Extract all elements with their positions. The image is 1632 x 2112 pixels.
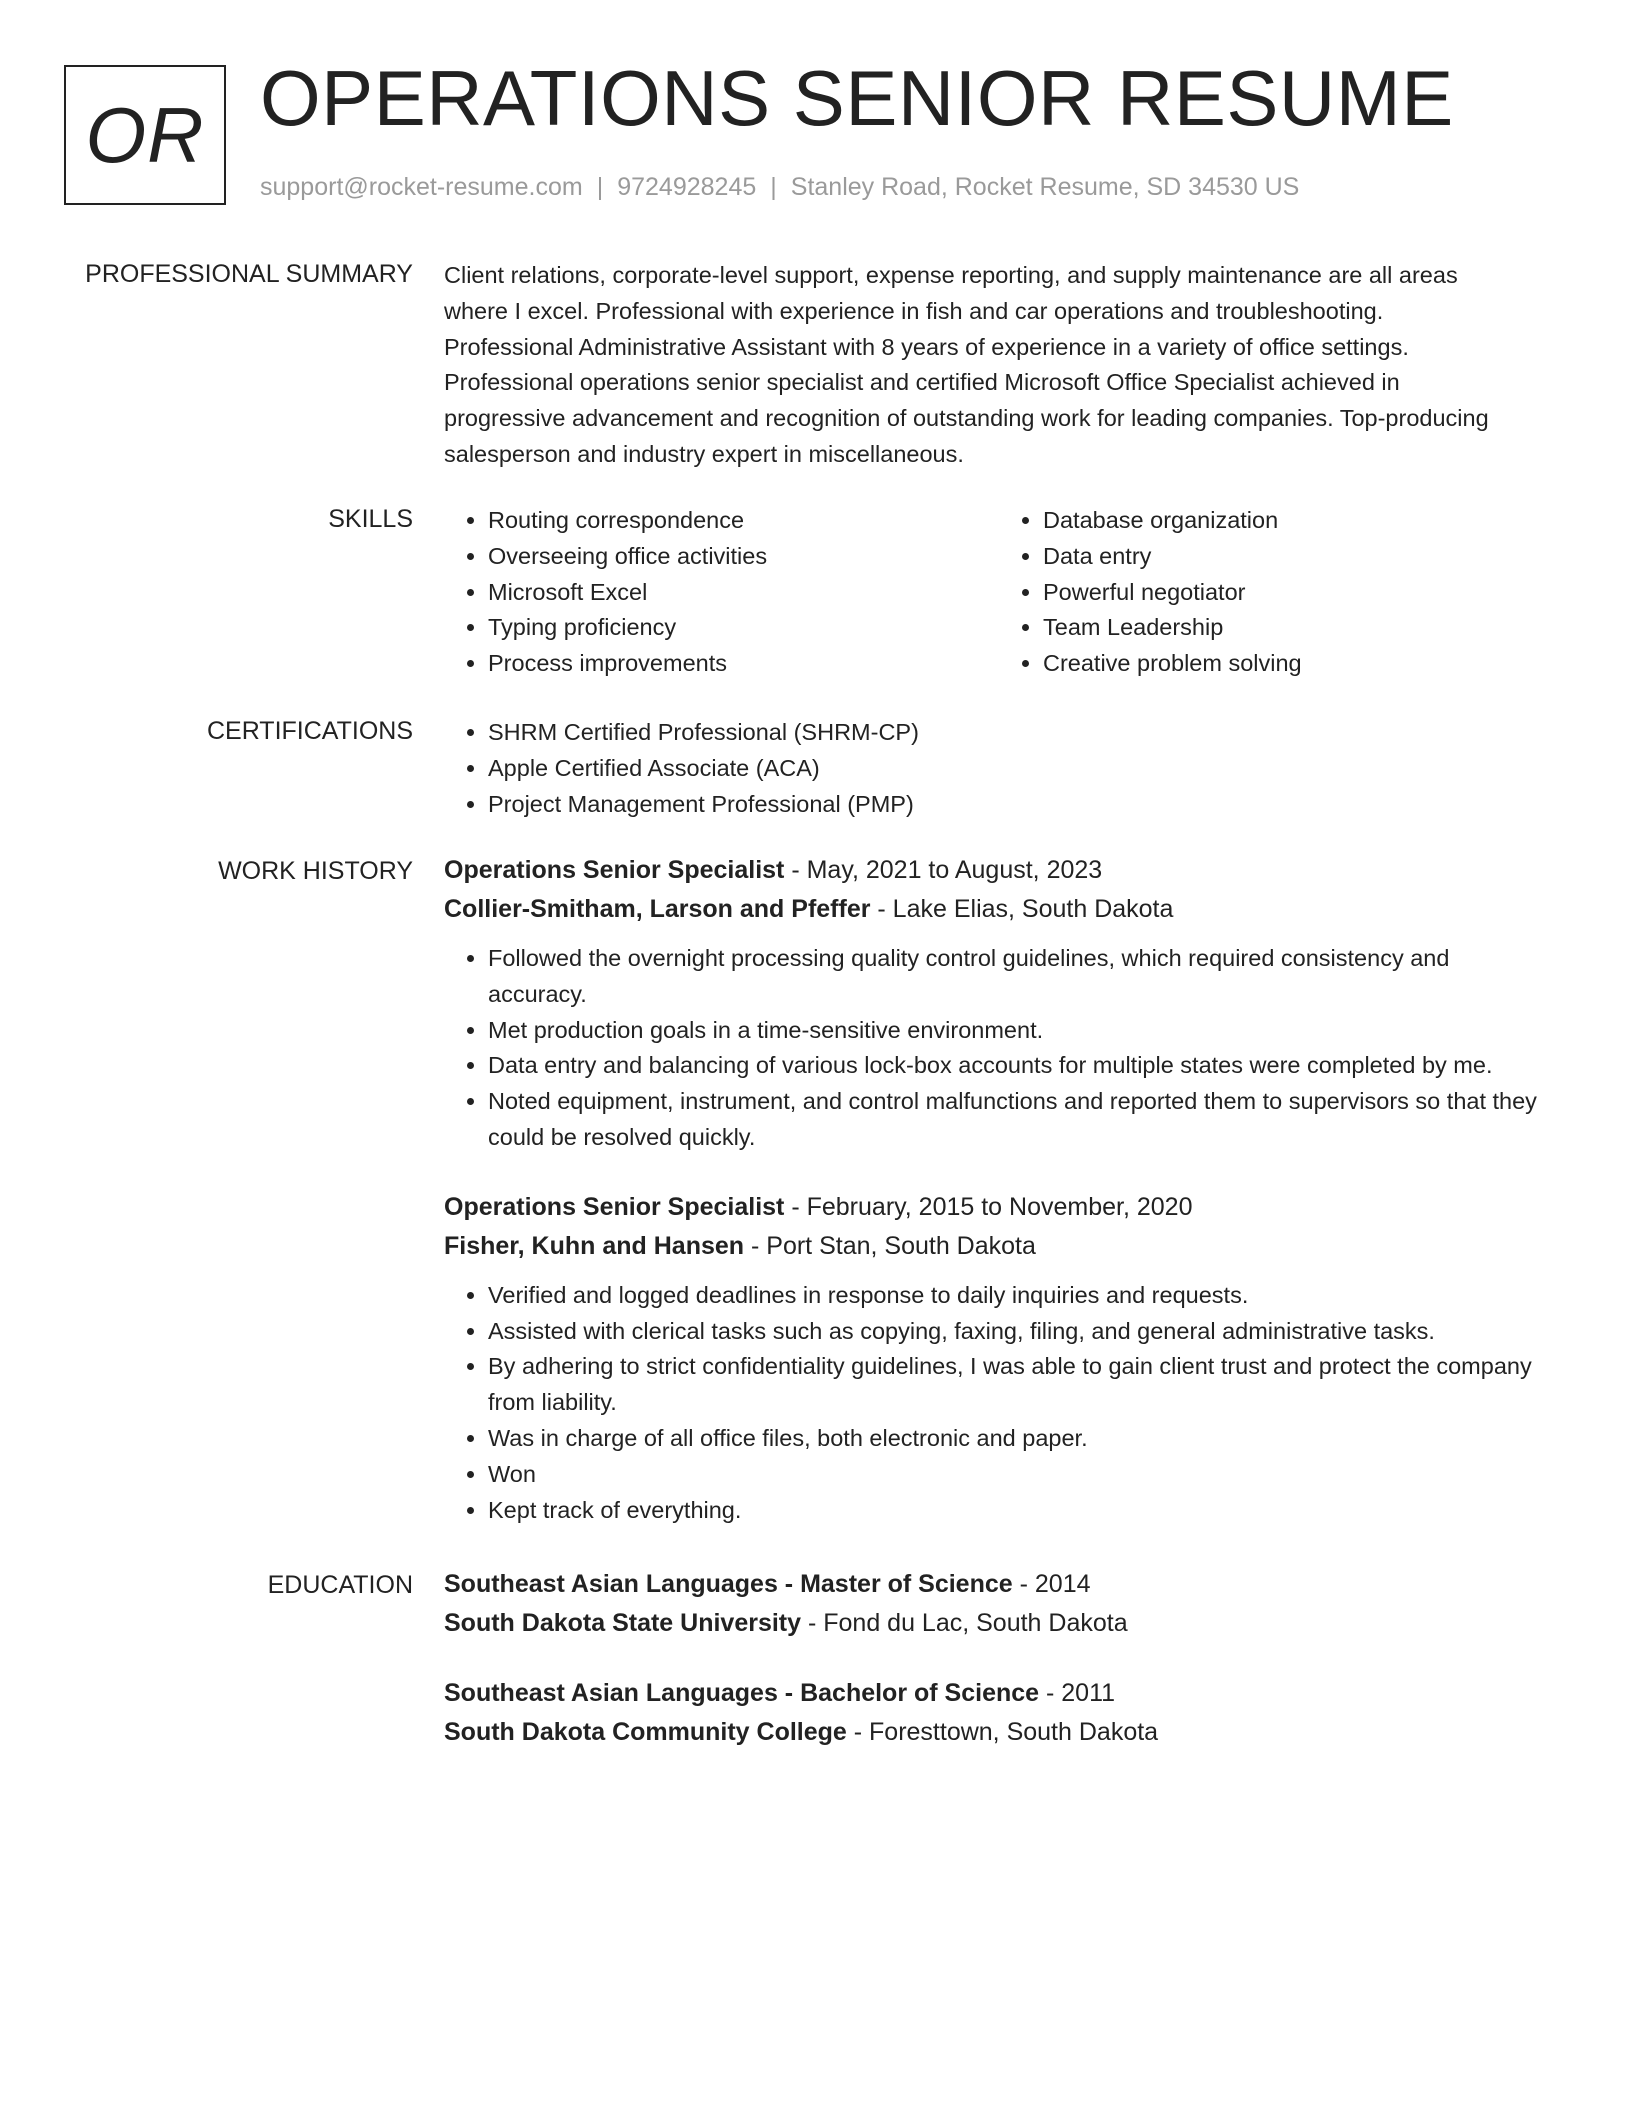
summary-line: Professional Administrative Assistant with 8 years of experience in a variety of office settings. [444, 333, 1409, 360]
contact-address: Stanley Road, Rocket Resume, SD 34530 US [790, 173, 1300, 201]
skills-list-right [999, 503, 1554, 682]
skill-item: • Process improvements [488, 646, 999, 682]
education-year: - 2014 [1012, 1570, 1091, 1598]
job-bullet: • Verified and logged deadlines in response to daily inquiries and requests. [488, 1278, 1554, 1314]
skill-item: • Database organization [1043, 503, 1554, 539]
job-title-line [444, 1188, 1554, 1227]
education-location: - Foresttown, South Dakota [846, 1718, 1159, 1746]
job-entry [444, 851, 1554, 1156]
education-degree: Southeast Asian Languages - Master of Science [444, 1570, 1013, 1598]
job-company: Collier-Smitham, Larson and Pfeffer [444, 895, 871, 923]
contact-email: support@rocket-resume.com [260, 173, 583, 201]
skill-item: • Powerful negotiator [1043, 575, 1554, 611]
skill-item: • Routing correspondence [488, 503, 999, 539]
work-history-label: WORK HISTORY [218, 857, 413, 885]
summary-body [444, 258, 1554, 473]
monogram-box [64, 65, 226, 205]
certification-item: • Apple Certified Associate (ACA) [488, 751, 1554, 787]
education-entry [444, 1674, 1554, 1752]
education-school: South Dakota State University [444, 1609, 802, 1637]
job-entry [444, 1188, 1554, 1529]
contact-line [260, 173, 1299, 202]
job-dates: - February, 2015 to November, 2020 [784, 1192, 1193, 1221]
summary-line: Professional operations senior specialist and certified Microsoft Office Specialist achieved in [444, 369, 1400, 396]
contact-separator: | [770, 173, 777, 201]
job-location: - Lake Elias, South Dakota [870, 895, 1174, 923]
education-degree-line [444, 1565, 1554, 1604]
skills-columns [444, 503, 1554, 682]
skill-item: • Creative problem solving [1043, 646, 1554, 682]
job-bullet: • Won [488, 1457, 1554, 1493]
summary-line: progressive advancement and recognition of outstanding work for leading companies. Top-producing [444, 405, 1489, 432]
job-location: - Port Stan, South Dakota [744, 1231, 1036, 1260]
monogram-initials: OR [85, 90, 205, 179]
skill-item: • Data entry [1043, 539, 1554, 575]
job-bullets [444, 941, 1554, 1156]
education-label: EDUCATION [267, 1571, 413, 1599]
job-bullet: • Assisted with clerical tasks such as copying, faxing, filing, and general administrative tasks. [488, 1314, 1554, 1350]
certification-item: • Project Management Professional (PMP) [488, 787, 1554, 823]
education-degree: Southeast Asian Languages - Bachelor of Science [444, 1679, 1040, 1707]
job-bullet: • Was in charge of all office files, both electronic and paper. [488, 1421, 1554, 1457]
skills-list-left [444, 503, 999, 682]
skills-label: SKILLS [328, 505, 413, 533]
education-school: South Dakota Community College [444, 1718, 847, 1746]
summary-line: salesperson and industry expert in miscellaneous. [444, 440, 964, 467]
resume-title: OPERATIONS SENIOR RESUME [260, 54, 1454, 142]
education-year: - 2011 [1039, 1679, 1116, 1707]
job-bullet: • Data entry and balancing of various lock-box accounts for multiple states were completed by me. [488, 1048, 1554, 1084]
certification-item: • SHRM Certified Professional (SHRM-CP) [488, 715, 1554, 751]
job-bullet: • Followed the overnight processing quality control guidelines, which required consistency and accuracy. [488, 941, 1554, 1013]
summary-label: PROFESSIONAL SUMMARY [85, 260, 413, 288]
summary-text [444, 258, 1554, 473]
job-dates: - May, 2021 to August, 2023 [784, 856, 1103, 884]
job-company-line [444, 1227, 1554, 1266]
job-bullet: • Noted equipment, instrument, and control malfunctions and reported them to supervisors so that they could be resolved quickly. [488, 1084, 1554, 1156]
contact-separator: | [596, 173, 604, 201]
certifications-label: CERTIFICATIONS [206, 717, 413, 745]
skills-body [444, 503, 1554, 682]
job-bullet: • By adhering to strict confidentiality guidelines, I was able to gain client trust and protect the company from liability. [488, 1349, 1554, 1421]
education-location: - Fond du Lac, South Dakota [801, 1609, 1128, 1637]
certifications-body [444, 715, 1554, 822]
summary-line: where I excel. Professional with experience in fish and car operations and troubleshooting. [444, 297, 1384, 324]
work-history-body [444, 851, 1554, 1528]
skill-item: • Team Leadership [1043, 610, 1554, 646]
certifications-list [444, 715, 1554, 822]
job-company-line [444, 890, 1554, 929]
skill-item: • Typing proficiency [488, 610, 999, 646]
job-bullets [444, 1278, 1554, 1529]
job-title: Operations Senior Specialist [444, 856, 785, 884]
job-bullet: • Met production goals in a time-sensitive environment. [488, 1013, 1554, 1049]
job-title-line [444, 851, 1554, 890]
education-school-line [444, 1713, 1554, 1752]
job-title: Operations Senior Specialist [444, 1192, 785, 1221]
skill-item: • Overseeing office activities [488, 539, 999, 575]
job-bullet: • Kept track of everything. [488, 1493, 1554, 1529]
contact-phone: 9724928245 [617, 173, 757, 201]
education-degree-line [444, 1674, 1554, 1713]
education-body [444, 1565, 1554, 1752]
education-entry [444, 1565, 1554, 1643]
skill-item: • Microsoft Excel [488, 575, 999, 611]
summary-line: Client relations, corporate-level support, expense reporting, and supply maintenance are all areas [444, 262, 1458, 288]
education-school-line [444, 1604, 1554, 1643]
job-company: Fisher, Kuhn and Hansen [444, 1231, 745, 1260]
